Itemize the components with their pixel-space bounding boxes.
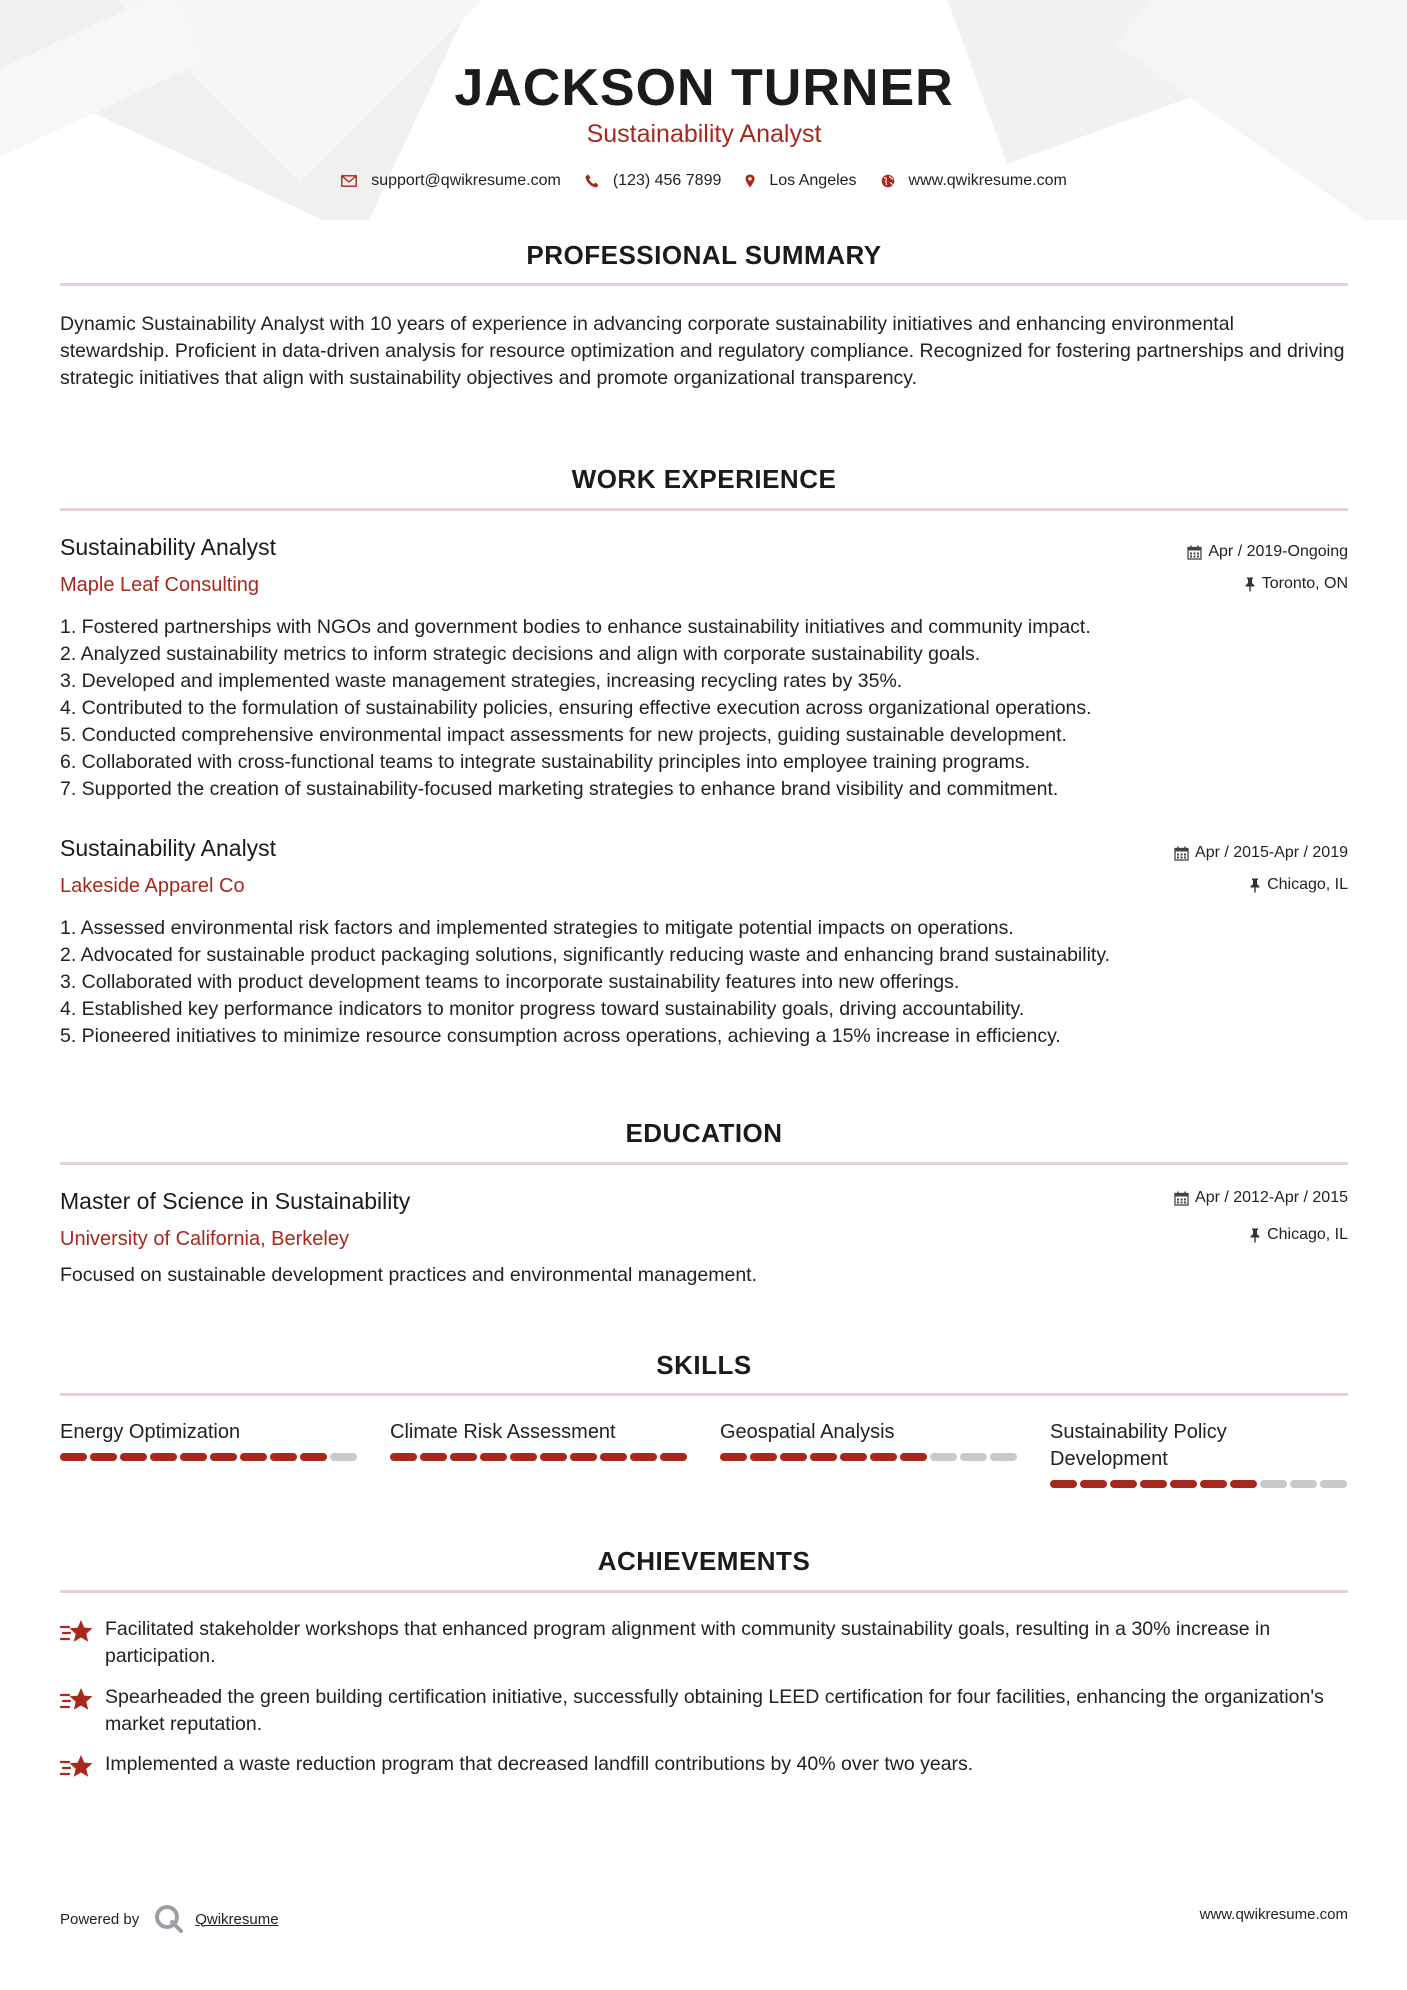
education-date xyxy=(1174,1189,1348,1207)
calendar-icon xyxy=(1174,1191,1189,1206)
skill-level-segment xyxy=(450,1453,477,1461)
contact-email[interactable] xyxy=(341,172,561,190)
skill-level-segment xyxy=(210,1453,237,1461)
summary-divider xyxy=(60,283,1348,286)
achievement-text: Spearheaded the green building certification initiative, successfully obtaining LEED certification for four facilities, enhancing the organization's market reputation. xyxy=(105,1686,1324,1735)
achievements-divider xyxy=(60,1590,1348,1593)
summary-heading: PROFESSIONAL SUMMARY xyxy=(526,240,882,270)
skill-level-segment xyxy=(870,1453,897,1461)
job-date xyxy=(1174,844,1348,862)
pushpin-icon xyxy=(1249,878,1261,893)
skills-divider xyxy=(60,1393,1348,1396)
achievement-text: Facilitated stakeholder workshops that enhanced program alignment with community sustainability goals, resulting in a 30% increase in participation. xyxy=(105,1618,1271,1667)
skill-level-segment xyxy=(960,1453,987,1461)
school-name: University of California, Berkeley xyxy=(60,1228,349,1250)
job-location xyxy=(1244,575,1348,593)
skill-level-segment xyxy=(1200,1480,1227,1488)
skill-item xyxy=(60,1419,360,1461)
brand-link[interactable]: Qwikresume xyxy=(195,1910,279,1928)
experience-heading: WORK EXPERIENCE xyxy=(571,464,837,494)
skill-level-segment xyxy=(630,1453,657,1461)
job-bullets xyxy=(60,614,1348,803)
phone-text: (123) 456 7899 xyxy=(612,172,722,189)
location-text: Chicago, IL xyxy=(1267,876,1348,893)
list-item: 1. Assessed environmental risk factors and implemented strategies to mitigate potential impacts on operations. xyxy=(60,917,1014,939)
envelope-icon xyxy=(341,175,357,187)
phone-icon xyxy=(585,174,599,188)
skill-level-segment xyxy=(780,1453,807,1461)
skill-level-segment xyxy=(90,1453,117,1461)
job-bullets xyxy=(60,915,1348,1050)
calendar-icon xyxy=(1187,545,1202,560)
skill-name: Sustainability Policy Development xyxy=(1050,1421,1227,1470)
list-item: 2. Advocated for sustainable product packaging solutions, significantly reducing waste and enhancing brand sustainability. xyxy=(60,944,1111,966)
list-item: 4. Contributed to the formulation of sustainability policies, ensuring effective execution across organizational operations. xyxy=(60,697,1092,719)
skill-level-bar xyxy=(390,1453,690,1461)
achievement-item xyxy=(60,1616,1348,1670)
skill-item xyxy=(720,1419,1020,1461)
footer-powered xyxy=(60,1903,279,1935)
skill-level-bar xyxy=(720,1453,1020,1461)
footer-website[interactable]: www.qwikresume.com xyxy=(1199,1906,1348,1923)
education-description: Focused on sustainable development practices and environmental management. xyxy=(60,1264,758,1286)
skill-level-segment xyxy=(270,1453,297,1461)
skill-level-segment xyxy=(1050,1480,1077,1488)
candidate-role: Sustainability Analyst xyxy=(586,120,822,148)
skill-level-segment xyxy=(330,1453,357,1461)
skill-level-segment xyxy=(1260,1480,1287,1488)
skill-level-segment xyxy=(1170,1480,1197,1488)
skill-level-segment xyxy=(420,1453,447,1461)
skill-name: Geospatial Analysis xyxy=(720,1421,895,1443)
achievement-item xyxy=(60,1751,1348,1786)
star-icon xyxy=(60,1751,105,1786)
qwikresume-logo-icon xyxy=(153,1903,185,1935)
skill-level-segment xyxy=(510,1453,537,1461)
skill-name: Energy Optimization xyxy=(60,1421,241,1443)
star-icon xyxy=(60,1684,105,1738)
location-text: Toronto, ON xyxy=(1261,575,1348,592)
list-item: 3. Collaborated with product development teams to incorporate sustainability features into new offerings. xyxy=(60,971,960,993)
globe-icon xyxy=(881,174,895,188)
company-name: Lakeside Apparel Co xyxy=(60,875,245,897)
degree-title: Master of Science in Sustainability xyxy=(60,1188,411,1214)
map-pin-icon xyxy=(745,174,755,188)
skill-item xyxy=(1050,1419,1350,1488)
job-title: Sustainability Analyst xyxy=(60,835,277,861)
skill-level-segment xyxy=(990,1453,1017,1461)
skill-item xyxy=(390,1419,690,1461)
skill-level-segment xyxy=(930,1453,957,1461)
location-text: Chicago, IL xyxy=(1267,1226,1348,1243)
candidate-name: JACKSON TURNER xyxy=(454,59,954,117)
skill-level-segment xyxy=(120,1453,147,1461)
website-text: www.qwikresume.com xyxy=(908,172,1067,189)
skill-name: Climate Risk Assessment xyxy=(390,1421,616,1443)
list-item: 1. Fostered partnerships with NGOs and government bodies to enhance sustainability initiatives and community impact. xyxy=(60,616,1091,638)
star-icon xyxy=(60,1616,105,1670)
skill-level-bar xyxy=(60,1453,360,1461)
contact-location xyxy=(745,172,856,190)
email-text: support@qwikresume.com xyxy=(371,172,561,189)
job-date xyxy=(1187,543,1348,561)
date-text: Apr / 2012-Apr / 2015 xyxy=(1195,1189,1348,1206)
company-name: Maple Leaf Consulting xyxy=(60,574,260,596)
skill-level-segment xyxy=(390,1453,417,1461)
skill-level-segment xyxy=(300,1453,327,1461)
experience-divider xyxy=(60,508,1348,511)
date-text: Apr / 2015-Apr / 2019 xyxy=(1195,844,1348,861)
skills-heading: SKILLS xyxy=(656,1350,752,1380)
contact-bar xyxy=(60,172,1348,190)
skill-level-segment xyxy=(720,1453,747,1461)
list-item: 3. Developed and implemented waste management strategies, increasing recycling rates by 35%. xyxy=(60,670,903,692)
skill-level-segment xyxy=(240,1453,267,1461)
list-item: 7. Supported the creation of sustainability-focused marketing strategies to enhance brand visibility and commitment. xyxy=(60,778,1059,800)
powered-by-label: Powered by xyxy=(60,1910,140,1928)
pushpin-icon xyxy=(1244,577,1256,592)
skill-level-segment xyxy=(1140,1480,1167,1488)
list-item: 6. Collaborated with cross-functional teams to integrate sustainability principles into employee training programs. xyxy=(60,751,1031,773)
skill-level-segment xyxy=(1230,1480,1257,1488)
contact-website[interactable] xyxy=(881,172,1067,190)
skill-level-segment xyxy=(540,1453,567,1461)
achievements-heading: ACHIEVEMENTS xyxy=(597,1546,811,1576)
skill-level-segment xyxy=(750,1453,777,1461)
skill-level-segment xyxy=(1080,1480,1107,1488)
job-location xyxy=(1249,876,1348,894)
summary-text: Dynamic Sustainability Analyst with 10 years of experience in advancing corporate sustainability initiatives and enhancing environmental stewardship. Proficient in data-driven analysis for resource optimization and regulatory compliance. Recognized for fostering partnerships and driving strategic initiatives that align with sustainability objectives and promote organizational transparency. xyxy=(60,313,1345,389)
list-item: 5. Conducted comprehensive environmental impact assessments for new projects, guiding sustainable development. xyxy=(60,724,1067,746)
list-item: 5. Pioneered initiatives to minimize resource consumption across operations, achieving a 15% increase in efficiency. xyxy=(60,1025,1061,1047)
location-text: Los Angeles xyxy=(769,172,857,189)
skill-level-segment xyxy=(480,1453,507,1461)
skill-level-segment xyxy=(1290,1480,1317,1488)
calendar-icon xyxy=(1174,846,1189,861)
date-text: Apr / 2019-Ongoing xyxy=(1208,543,1348,560)
skill-level-segment xyxy=(810,1453,837,1461)
job-title: Sustainability Analyst xyxy=(60,534,277,560)
skill-level-segment xyxy=(900,1453,927,1461)
skill-level-segment xyxy=(150,1453,177,1461)
pushpin-icon xyxy=(1249,1228,1261,1243)
skill-level-bar xyxy=(1050,1480,1350,1488)
skill-level-segment xyxy=(180,1453,207,1461)
skill-level-segment xyxy=(570,1453,597,1461)
education-location xyxy=(1249,1226,1348,1244)
list-item: 4. Established key performance indicators to monitor progress toward sustainability goals, driving accountability. xyxy=(60,998,1025,1020)
achievement-item xyxy=(60,1684,1348,1738)
education-divider xyxy=(60,1162,1348,1165)
achievement-text: Implemented a waste reduction program that decreased landfill contributions by 40% over two years. xyxy=(105,1753,974,1775)
education-heading: EDUCATION xyxy=(625,1118,783,1148)
skill-level-segment xyxy=(1110,1480,1137,1488)
skill-level-segment xyxy=(840,1453,867,1461)
skill-level-segment xyxy=(60,1453,87,1461)
list-item: 2. Analyzed sustainability metrics to inform strategic decisions and align with corporate sustainability goals. xyxy=(60,643,981,665)
skill-level-segment xyxy=(600,1453,627,1461)
contact-phone[interactable] xyxy=(585,172,722,190)
skill-level-segment xyxy=(1320,1480,1347,1488)
skill-level-segment xyxy=(660,1453,687,1461)
